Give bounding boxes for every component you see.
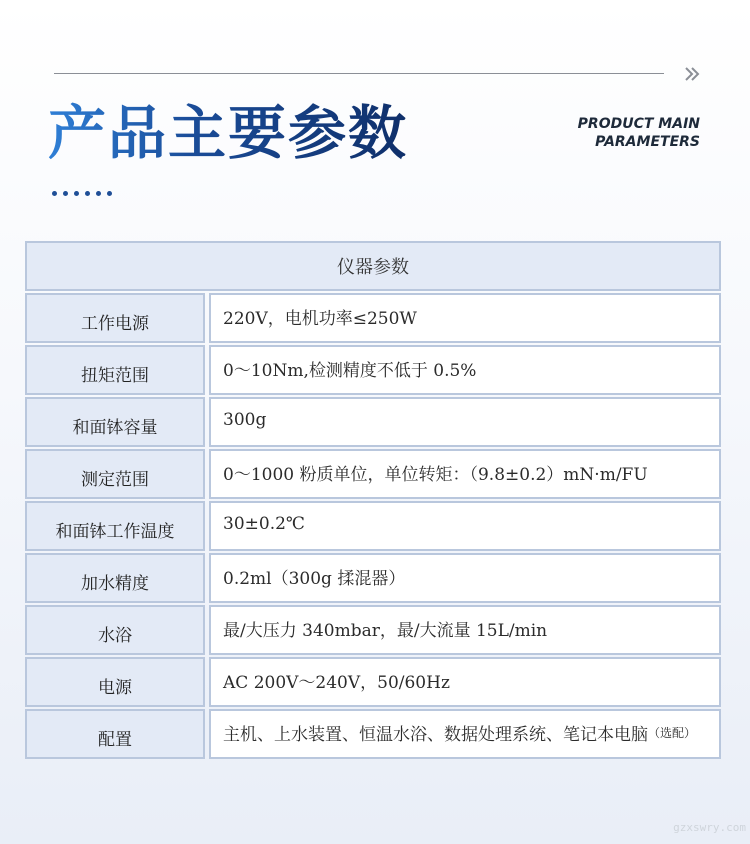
table-row bbox=[25, 709, 721, 759]
row-label: 配置 bbox=[25, 709, 205, 759]
row-value-note: （选配） bbox=[648, 725, 697, 740]
row-label: 和面钵工作温度 bbox=[25, 501, 205, 551]
row-value: 30±0.2℃ bbox=[209, 501, 721, 551]
row-label: 水浴 bbox=[25, 605, 205, 655]
row-value: 0.2ml（300g 揉混器） bbox=[209, 553, 721, 603]
table-row bbox=[25, 449, 721, 499]
title-en-line-1: PRODUCT MAIN bbox=[577, 116, 700, 132]
table-row bbox=[25, 293, 721, 343]
row-label: 和面钵容量 bbox=[25, 397, 205, 447]
title-en-line-2: PARAMETERS bbox=[595, 134, 700, 150]
table-row bbox=[25, 501, 721, 551]
table-heading: 仪器参数 bbox=[25, 241, 721, 291]
page-title-english bbox=[500, 115, 700, 151]
row-value bbox=[209, 709, 721, 759]
row-value: 最/大压力 340mbar，最/大流量 15L/min bbox=[209, 605, 721, 655]
table-row bbox=[25, 553, 721, 603]
table-row bbox=[25, 397, 721, 447]
table-row bbox=[25, 345, 721, 395]
row-label: 加水精度 bbox=[25, 553, 205, 603]
row-label: 扭矩范围 bbox=[25, 345, 205, 395]
watermark-text: gzxswry.com bbox=[673, 821, 746, 834]
row-value: 300g bbox=[209, 397, 721, 447]
page-title: 产品主要参数 bbox=[48, 99, 409, 167]
row-label: 电源 bbox=[25, 657, 205, 707]
parameter-table bbox=[25, 241, 721, 761]
row-value: 0～10Nm,检测精度不低于 0.5% bbox=[209, 345, 721, 395]
row-value: 220V，电机功率≤250W bbox=[209, 293, 721, 343]
row-label: 工作电源 bbox=[25, 293, 205, 343]
row-value: 0～1000 粉质单位，单位转矩：（9.8±0.2）mN·m/FU bbox=[209, 449, 721, 499]
decorative-dots bbox=[52, 191, 112, 196]
row-label: 测定范围 bbox=[25, 449, 205, 499]
double-chevron-right-icon bbox=[680, 62, 704, 86]
table-row bbox=[25, 657, 721, 707]
row-value-text: 主机、上水装置、恒温水浴、数据处理系统、笔记本电脑 bbox=[223, 724, 648, 745]
header-divider-line bbox=[54, 73, 664, 74]
row-value: AC 200V～240V，50/60Hz bbox=[209, 657, 721, 707]
table-row bbox=[25, 605, 721, 655]
